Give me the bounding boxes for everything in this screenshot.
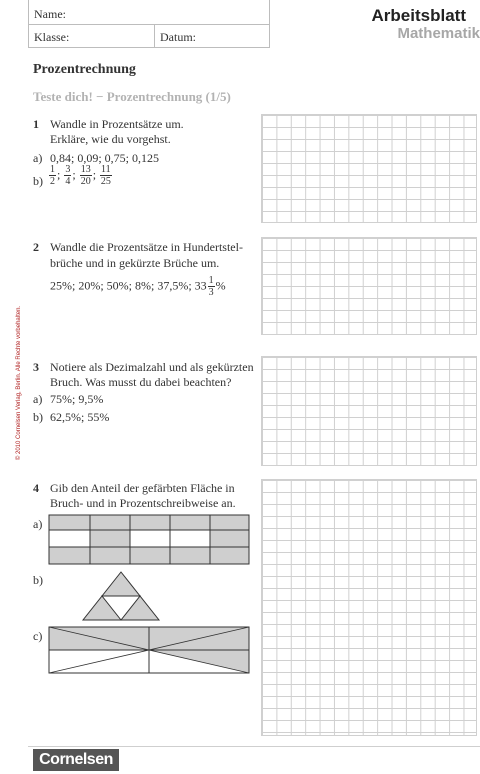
fraction: $\frac{11}{25}$ (100, 164, 111, 187)
task-3b-text: 62,5%; 55% (50, 410, 110, 424)
fraction: $\frac{3}{4}$ (65, 164, 71, 187)
task-4c-label: c) (33, 629, 43, 643)
subject-label: Mathematik (397, 25, 480, 42)
publisher-logo: Cornelsen (33, 749, 119, 771)
task-1a-label: a) (33, 151, 43, 165)
task-4b-label: b) (33, 573, 43, 587)
answer-grid-4 (261, 479, 477, 736)
task-2-text-1: Wandle die Prozentsätze in Hundertstel- (50, 240, 243, 254)
date-label: Datum: (160, 30, 196, 44)
footer-divider (28, 746, 480, 747)
task-4-text-2: Bruch- und in Prozentschreibweise an. (50, 496, 236, 510)
task-1b-fractions: $\frac{1}{2}$ ; $\frac{3}{4}$ ; $\frac{13}{20}$ ; $\frac{11}{25}$ (50, 164, 111, 187)
shaded-cell (90, 530, 130, 547)
figure-4a-shaded-grid (48, 514, 250, 566)
task-1-number: 1 (33, 117, 39, 131)
page-subtitle: Teste dich! − Prozentrechnung (1/5) (33, 89, 231, 104)
shaded-row (49, 547, 249, 564)
name-label: Name: (34, 7, 66, 21)
figure-4c-rectangle (48, 626, 250, 674)
percent-sign: % (215, 278, 226, 293)
header-divider (28, 24, 270, 25)
task-3b-label: b) (33, 410, 43, 424)
answer-grid-2 (261, 237, 477, 335)
task-3-text-1: Notiere als Dezimalzahl und als gekürzten (50, 360, 254, 374)
task-2-number: 2 (33, 240, 39, 254)
task-1b-label: b) (33, 174, 43, 188)
task-4a-label: a) (33, 517, 43, 531)
copyright-note: © 2010 Cornelsen Verlag, Berlin. Alle Rechte vorbehalten. (16, 305, 23, 461)
task-4-number: 4 (33, 481, 39, 495)
answer-grid-1 (261, 114, 477, 223)
task-2-values-text: 25%; 20%; 50%; 8%; 37,5%; 33 (50, 278, 207, 293)
task-3-number: 3 (33, 360, 39, 374)
task-4-text-1: Gib den Anteil der gefärbten Fläche in (50, 481, 235, 495)
fraction: $\frac{1}{2}$ (50, 164, 55, 187)
shaded-cell (210, 530, 249, 547)
task-1a-text: 0,84; 0,09; 0,75; 0,125 (50, 151, 160, 165)
class-label: Klasse: (34, 30, 70, 44)
shaded-triangle (121, 596, 159, 620)
task-2-values (50, 275, 226, 298)
shaded-triangle (83, 596, 121, 620)
task-3a-text: 75%; 9,5% (50, 392, 104, 406)
task-3a-label: a) (33, 392, 43, 406)
shaded-row (49, 515, 249, 530)
answer-grid-3 (261, 356, 477, 466)
task-1-text-1: Wandle in Prozentsätze um. (50, 117, 184, 131)
shaded-triangle (102, 572, 140, 596)
fraction: $\frac{1}{3}$ (208, 275, 214, 298)
task-2-text-2: brüche und in gekürzte Brüche um. (50, 256, 220, 270)
task-3-text-2: Bruch. Was musst du dabei beachten? (50, 375, 232, 389)
header-vertical-divider (154, 24, 155, 48)
figure-4b-triangles (78, 570, 164, 622)
fraction: $\frac{13}{20}$ (80, 164, 91, 187)
task-1-text-2: Erkläre, wie du vorgehst. (50, 132, 171, 146)
page-title: Prozentrechnung (33, 62, 136, 77)
worksheet-title: Arbeitsblatt (371, 6, 466, 25)
